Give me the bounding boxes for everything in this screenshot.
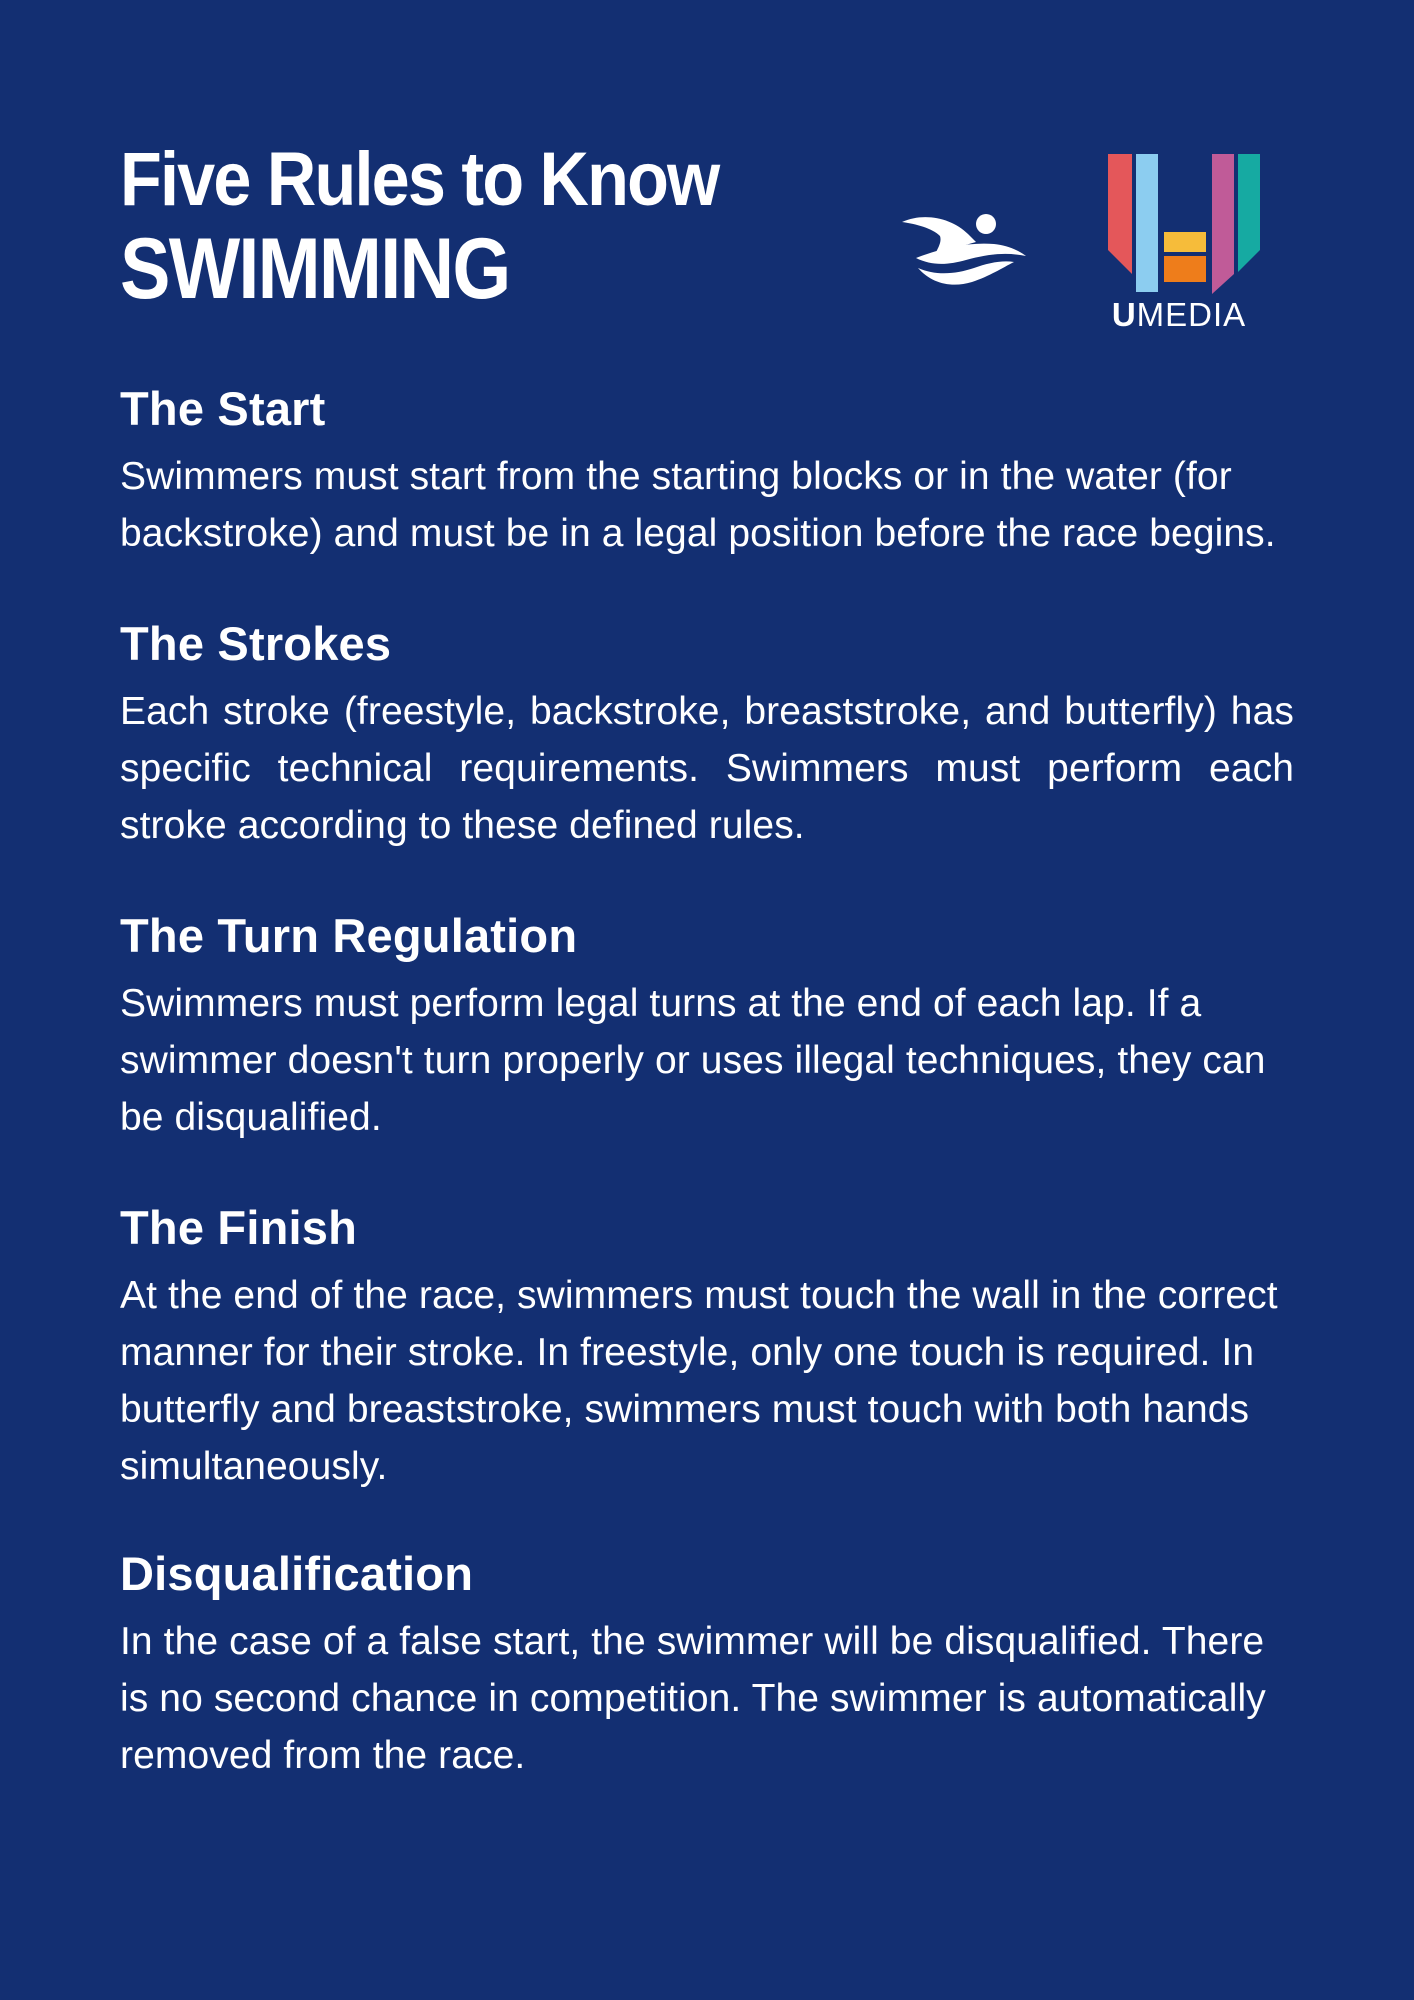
rule-body: In the case of a false start, the swimmer will be disqualified. There is no second chance in competition. The swimmer is automatically removed from the race. bbox=[120, 1620, 1266, 1778]
logo-block-orange bbox=[1164, 256, 1206, 282]
rule-body: Each stroke (freestyle, backstroke, breaststroke, and butterfly) has specific technical requirements. Swimmers must perform each stroke according to these defined rules. bbox=[120, 690, 1294, 848]
umedia-wordmark-media: MEDIA bbox=[1136, 296, 1247, 333]
rule-body: Swimmers must start from the starting blocks or in the water (for backstroke) and must be in a legal position before the race begins. bbox=[120, 455, 1276, 556]
umedia-wordmark-u: U bbox=[1111, 296, 1137, 333]
rule-section-disqualification bbox=[120, 1547, 1294, 1784]
rules-list bbox=[120, 382, 1294, 1784]
header bbox=[120, 130, 1294, 340]
logo-block-yellow bbox=[1164, 232, 1206, 252]
rule-body: At the end of the race, swimmers must touch the wall in the correct manner for their stroke. In freestyle, only one touch is required. In butterfly and breaststroke, swimmers must touch with both hands simultaneously. bbox=[120, 1274, 1278, 1489]
rule-heading: Disqualification bbox=[120, 1547, 474, 1601]
logo-bar-lightblue bbox=[1136, 154, 1158, 292]
rule-section-turn-regulation bbox=[120, 909, 1294, 1146]
title-sport: SWIMMING bbox=[120, 221, 510, 317]
rule-heading: The Finish bbox=[120, 1201, 357, 1255]
logo-bar-teal bbox=[1238, 154, 1260, 272]
logo-bar-magenta bbox=[1212, 154, 1234, 294]
rule-heading: The Start bbox=[120, 382, 326, 435]
rule-section-strokes bbox=[120, 617, 1294, 854]
rule-section-finish bbox=[120, 1201, 1294, 1495]
swimmer-wave-upper bbox=[916, 244, 1026, 264]
rule-heading: The Turn Regulation bbox=[120, 909, 578, 963]
swimmer-icon bbox=[902, 212, 1028, 292]
logo-bar-red bbox=[1108, 154, 1132, 274]
umedia-wordmark bbox=[1094, 298, 1264, 331]
rule-heading: The Strokes bbox=[120, 617, 392, 671]
title-subtitle: Five Rules to Know bbox=[120, 137, 719, 222]
swimmer-head bbox=[976, 214, 996, 234]
rule-section-start bbox=[120, 382, 1294, 562]
title-block bbox=[120, 130, 785, 317]
swimmer-wave-lower bbox=[918, 261, 1014, 284]
rule-body: Swimmers must perform legal turns at the end of each lap. If a swimmer doesn't turn properly or uses illegal techniques, they can be disqualified. bbox=[120, 982, 1266, 1140]
